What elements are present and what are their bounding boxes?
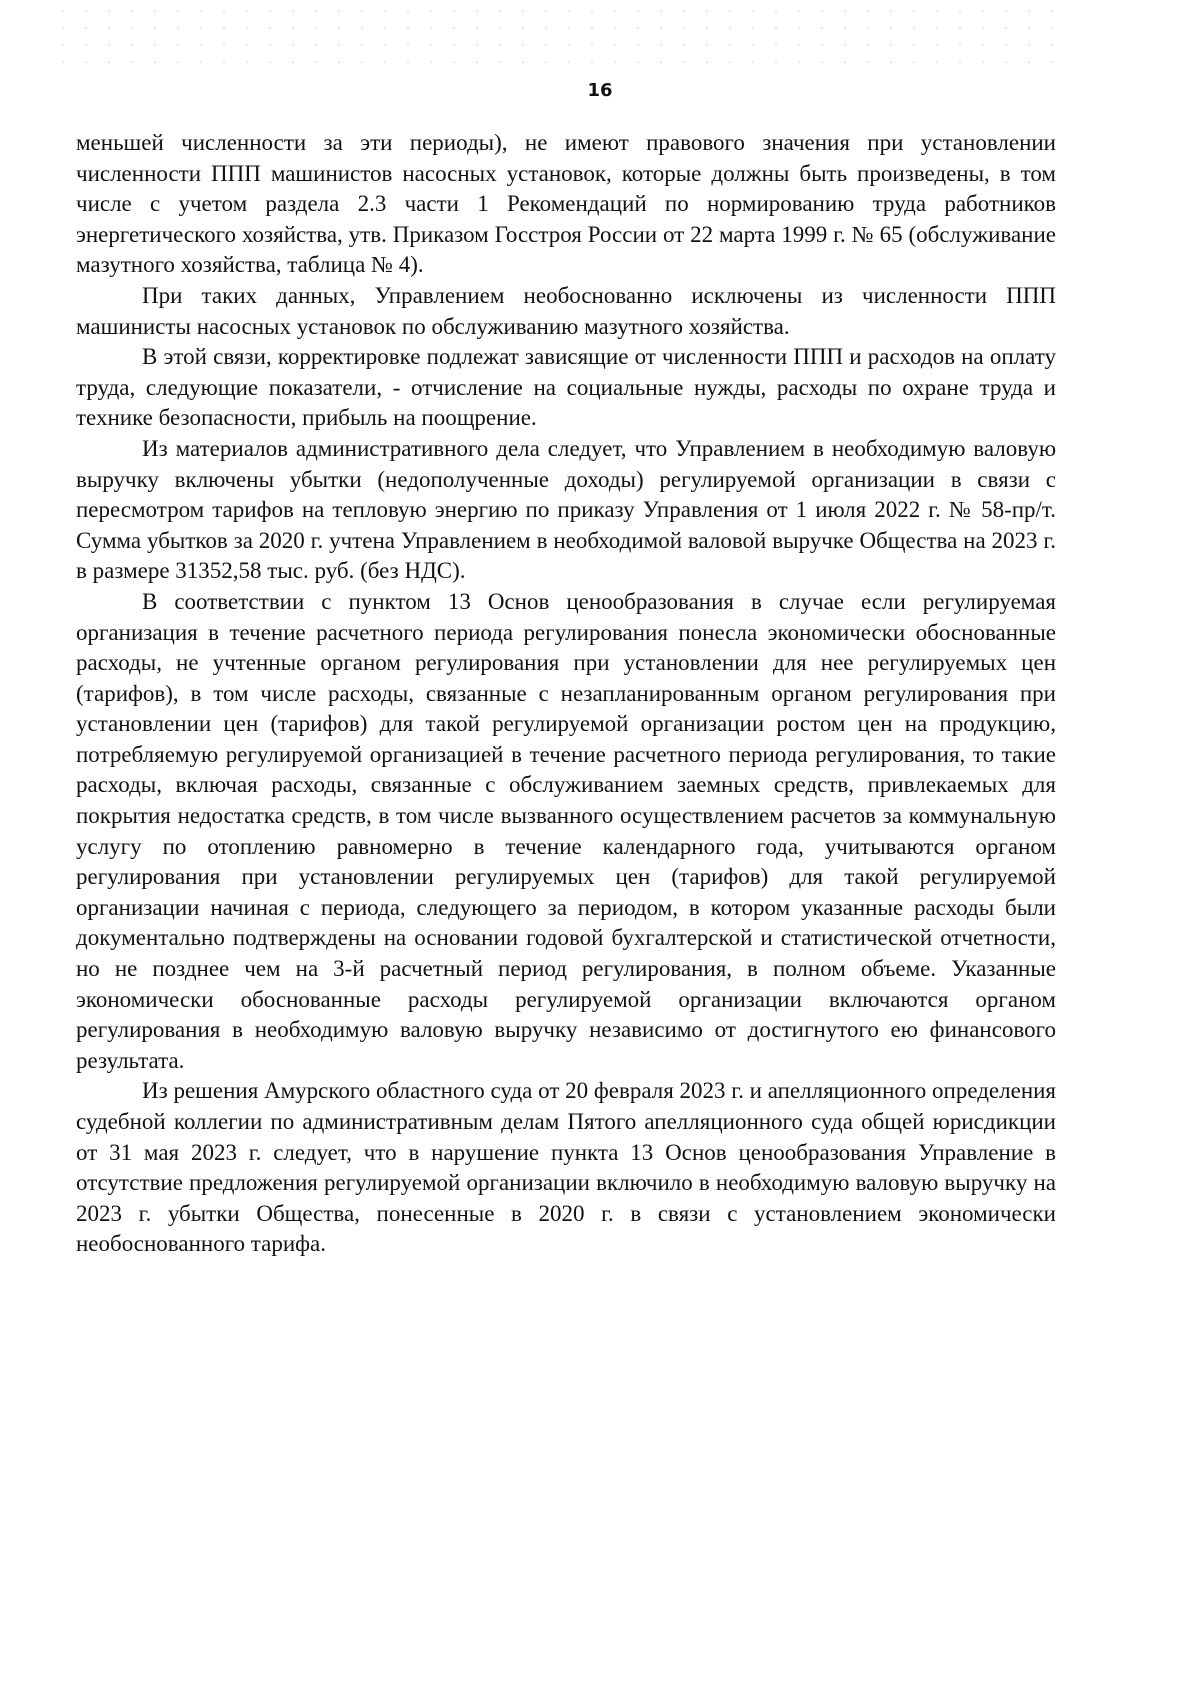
- paragraph: В этой связи, корректировке подлежат зависящие от численности ППП и расходов на оплату труда, следующие показатели, - отчисление на социальные нужды, расходы по охране труда и технике безопасности, прибыль на поощрение.: [76, 344, 1056, 431]
- page-number: 16: [587, 80, 613, 101]
- paragraph: Из решения Амурского областного суда от 20 февраля 2023 г. и апелляционного определения судебной коллегии по административным делам Пятого апелляционного суда общей юрисдикции от 31 мая 2023 г. следует, что в нарушение пункта 13 Основ ценообразования Управление в отсутствие предложения регулируемой организации включило в необходимую валовую выручку на 2023 г. убытки Общества, понесенные в 2020 г. в связи с установлением экономически необоснованного тарифа.: [76, 1078, 1057, 1257]
- paragraph-continuation: меньшей численности за эти периоды), не имеют правового значения при установлении численности ППП машинистов насосных установок, которые должны быть произведены, в том числе с учетом раздела 2.3 части 1 Рекомендаций по нормированию труда работников энергетического хозяйства, утв. Приказом Госстроя России от 22 марта 1999 г. № 65 (обслуживание мазутного хозяйства, таблица № 4).: [76, 130, 1056, 278]
- paragraph: В соответствии с пунктом 13 Основ ценообразования в случае если регулируемая организация в течение расчетного периода регулирования понесла экономически обоснованные расходы, не учтенные органом регулирования при установлении для нее регулируемых цен (тарифов), в том числе расходы, связанные с незапланированным органом регулирования при установлении цен (тарифов) для такой регулируемой организации ростом цен на продукцию, потребляемую регулируемой организацией в течение расчетного периода регулирования, то такие расходы, включая расходы, связанные с обслуживанием заемных средств, привлекаемых для покрытия недостатка средств, в том числе вызванного осуществлением расчетов за коммунальную услугу по отоплению равномерно в течение календарного года, учитываются органом регулирования при установлении регулируемых цен (тарифов) для такой регулируемой организации начиная с периода, следующего за периодом, в котором указанные расходы были документально подтверждены на основании годовой бухгалтерской и статистической отчетности, но не позднее чем на 3-й расчетный период регулирования, в полном объеме. Указанные экономически обоснованные расходы регулируемой организации включаются органом регулирования в необходимую валовую выручку независимо от достигнутого ею финансового результата.: [76, 588, 1056, 1073]
- scan-noise: [60, 8, 1060, 78]
- paragraph: Из материалов административного дела следует, что Управлением в необходимую валовую выручку включены убытки (недополученные доходы) регулируемой организации в связи с пересмотром тарифов на тепловую энергию по приказу Управления от 1 июля 2022 г. № 58-пр/т. Сумма убытков за 2020 г. учтена Управлением в необходимой валовой выручке Общества на 2023 г. в размере 31352,58 тыс. руб. (без НДС).: [76, 435, 1056, 584]
- document-body: [76, 128, 1056, 1260]
- paragraph: При таких данных, Управлением необоснованно исключены из численности ППП машинисты насосных установок по обслуживанию мазутного хозяйства.: [76, 282, 1056, 339]
